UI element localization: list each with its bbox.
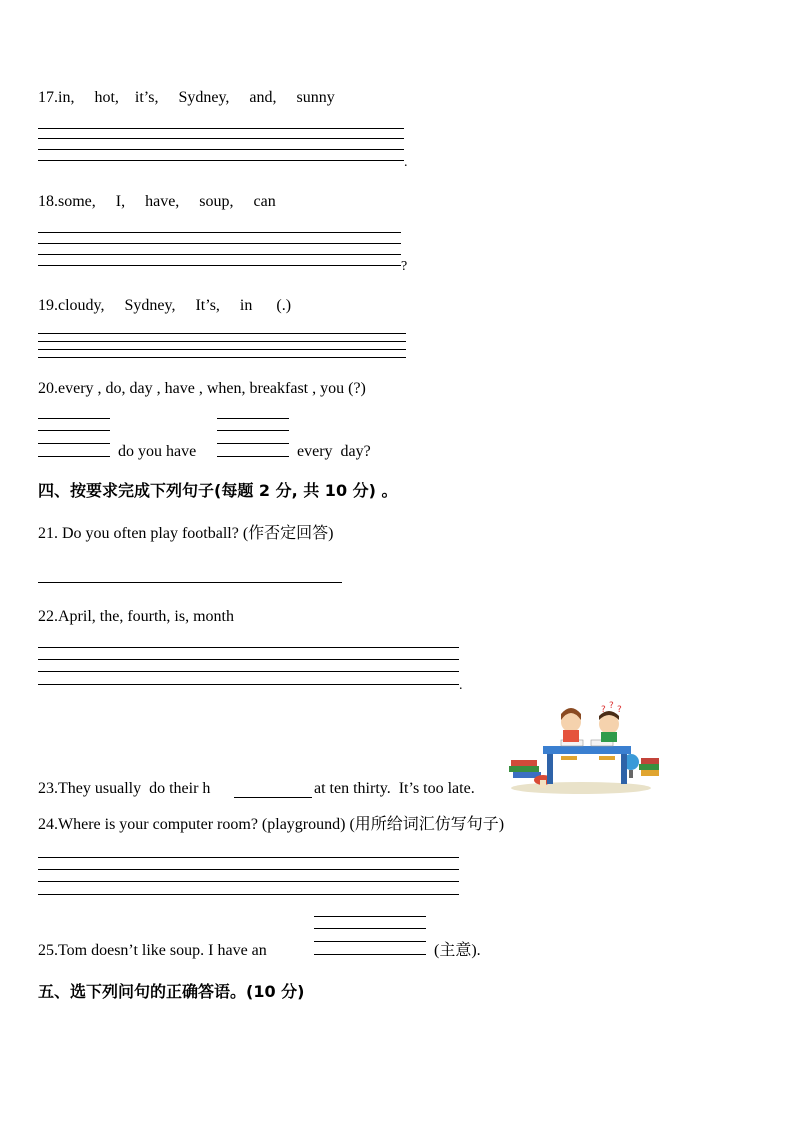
question-24: 24.Where is your computer room? (playground) (用所给词汇仿写句子): [38, 816, 505, 833]
children-studying-illustration: [503, 700, 661, 796]
answer-line[interactable]: [314, 941, 426, 942]
answer-line[interactable]: [217, 443, 289, 444]
answer-line[interactable]: [38, 430, 110, 431]
answer-line[interactable]: [38, 869, 459, 870]
question-21: 21. Do you often play football? (作否定回答): [38, 525, 334, 542]
answer-line[interactable]: [38, 456, 110, 457]
answer-line[interactable]: [38, 418, 110, 419]
answer-line[interactable]: [217, 456, 289, 457]
question-19: 19.cloudy, Sydney, It’s, in (.): [38, 297, 292, 314]
answer-line[interactable]: [38, 341, 406, 342]
answer-line[interactable]: [38, 357, 406, 358]
question-23-after: at ten thirty. It’s too late.: [314, 780, 475, 797]
question-17: 17.in, hot, it’s, Sydney, and, sunny: [38, 89, 335, 106]
answer-line[interactable]: [38, 149, 404, 150]
answer-line[interactable]: [38, 349, 406, 350]
answer-line[interactable]: [217, 430, 289, 431]
answer-line[interactable]: [38, 857, 459, 858]
answer-line[interactable]: [314, 954, 426, 955]
answer-line[interactable]: [38, 647, 459, 648]
question-18: 18.some, I, have, soup, can: [38, 193, 276, 210]
svg-text:?: ?: [617, 705, 622, 715]
answer-line[interactable]: [314, 928, 426, 929]
answer-line[interactable]: [217, 418, 289, 419]
question-25-before: 25.Tom doesn’t like soup. I have an: [38, 942, 267, 959]
answer-line[interactable]: [38, 243, 401, 244]
answer-line[interactable]: [38, 659, 459, 660]
answer-line[interactable]: [38, 894, 459, 895]
question-20: 20.every , do, day , have , when, breakfast , you (?): [38, 380, 366, 397]
answer-line[interactable]: [38, 443, 110, 444]
question-20-end-text: every day?: [297, 443, 371, 460]
answer-line[interactable]: [38, 881, 459, 882]
answer-line[interactable]: [38, 684, 459, 685]
answer-line[interactable]: [38, 265, 401, 266]
svg-text:?: ?: [601, 705, 606, 715]
answer-line[interactable]: [38, 582, 342, 583]
question-25-after: (主意).: [434, 942, 481, 959]
answer-line[interactable]: [38, 128, 404, 129]
sentence-end-punctuation: .: [404, 155, 408, 170]
answer-line[interactable]: [38, 138, 404, 139]
section-4-title: 四、按要求完成下列句子(每题 2 分, 共 10 分) 。: [38, 481, 398, 500]
answer-line[interactable]: [38, 254, 401, 255]
sentence-end-punctuation: .: [459, 678, 463, 693]
answer-line[interactable]: [314, 916, 426, 917]
answer-line[interactable]: [38, 160, 404, 161]
svg-text:?: ?: [609, 701, 614, 711]
sentence-end-punctuation: ?: [401, 259, 408, 274]
answer-line[interactable]: [38, 232, 401, 233]
question-20-middle-text: do you have: [118, 443, 197, 460]
section-5-title: 五、选下列问句的正确答语。(10 分): [38, 982, 305, 1001]
blank-line[interactable]: [234, 797, 312, 798]
answer-line[interactable]: [38, 671, 459, 672]
question-22: 22.April, the, fourth, is, month: [38, 608, 234, 625]
answer-line[interactable]: [38, 333, 406, 334]
question-23-before: 23.They usually do their h: [38, 780, 211, 797]
